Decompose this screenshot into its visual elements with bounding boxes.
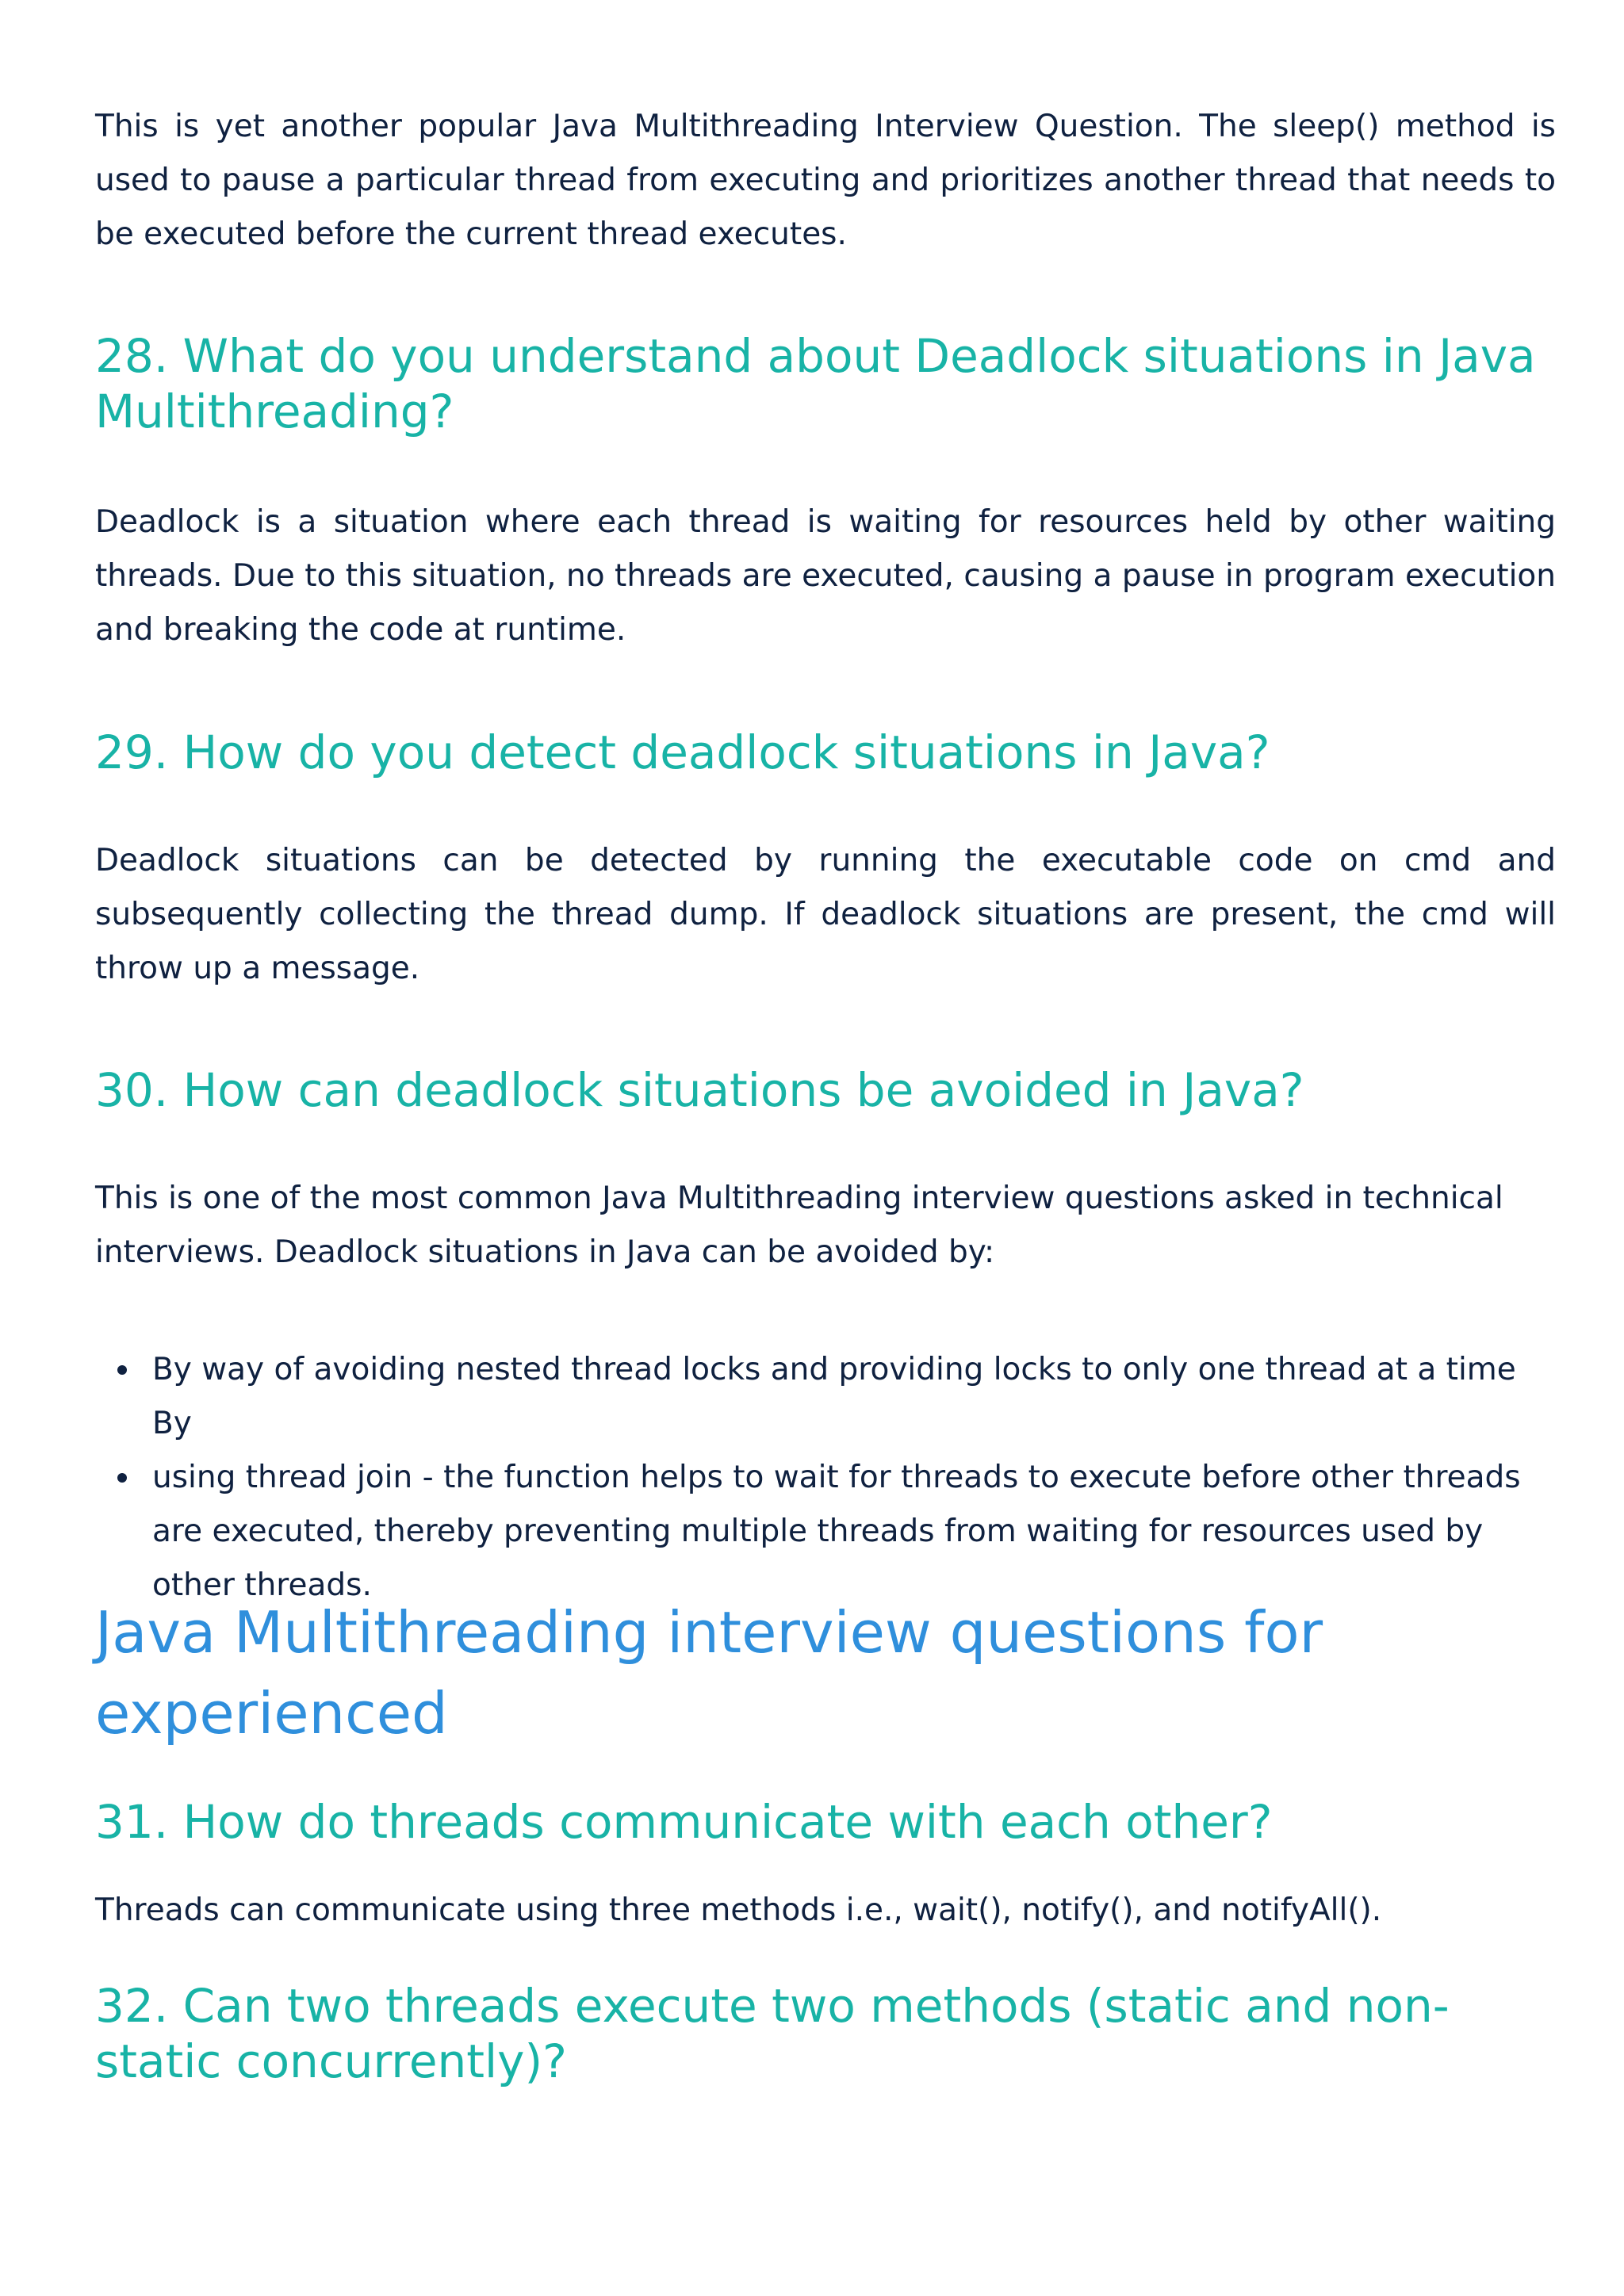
question-32-heading: 32. Can two threads execute two methods (static and non-static concurrently)? xyxy=(95,1979,1450,2088)
question-29-heading: 29. How do you detect deadlock situations in Java? xyxy=(95,725,1270,779)
question-30-answer: This is one of the most common Java Multithreading interview questions asked in technical interviews. Deadlock situations in Java can be avoided by: xyxy=(95,1181,1503,1270)
list-item-text: By way of avoiding nested thread locks and providing locks to only one thread at a time By xyxy=(152,1352,1516,1441)
list-item xyxy=(95,1343,1556,1451)
bullet-icon xyxy=(117,1365,127,1375)
question-31-answer: Threads can communicate using three methods i.e., wait(), notify(), and notifyAll(). xyxy=(95,1892,1382,1928)
list-item-text: using thread join - the function helps to wait for threads to execute before other threads are executed, thereby preventing multiple threads from waiting for resources used by other threads. xyxy=(152,1460,1521,1603)
question-30-heading: 30. How can deadlock situations be avoided in Java? xyxy=(95,1063,1304,1117)
question-28-answer: Deadlock is a situation where each thread is waiting for resources held by other waiting threads. Due to this situation, no threads are executed, causing a pause in program execution and breaking the code at runtime. xyxy=(95,504,1556,648)
deadlock-avoidance-list xyxy=(95,1343,1556,1613)
bullet-icon xyxy=(117,1473,127,1483)
question-29-answer: Deadlock situations can be detected by running the executable code on cmd and subsequently collecting the thread dump. If deadlock situations are present, the cmd will throw up a message. xyxy=(95,843,1556,986)
question-28-heading: 28. What do you understand about Deadlock situations in Java Multithreading? xyxy=(95,329,1536,438)
intro-paragraph: This is yet another popular Java Multithreading Interview Question. The sleep() method is used to pause a particular thread from executing and prioritizes another thread that needs to be executed before the current thread executes. xyxy=(95,109,1556,252)
question-31-heading: 31. How do threads communicate with each other? xyxy=(95,1795,1273,1849)
section-heading: Java Multithreading interview questions for experienced xyxy=(95,1599,1323,1747)
list-item xyxy=(95,1451,1556,1613)
